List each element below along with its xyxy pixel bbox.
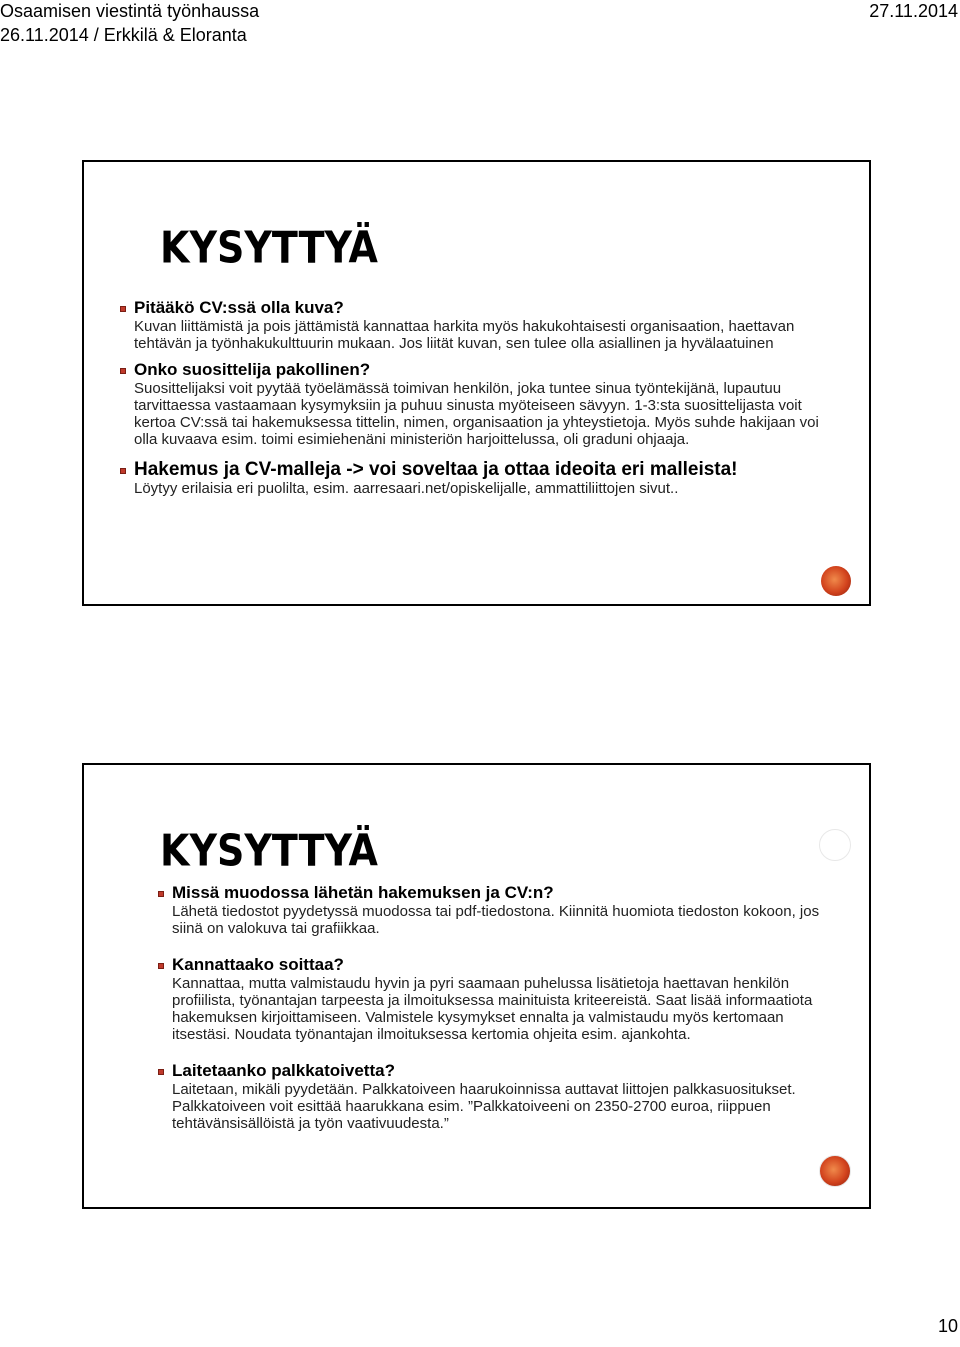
bullet-question: Hakemus ja CV-malleja -> voi soveltaa ja ottaa ideoita eri malleista! xyxy=(134,459,738,480)
bullet-icon xyxy=(158,963,164,969)
bullet-question: Pitääkö CV:ssä olla kuva? xyxy=(134,298,344,317)
bullet-icon xyxy=(158,1069,164,1075)
bullet-question: Missä muodossa lähetän hakemuksen ja CV:n? xyxy=(172,883,554,902)
bullet-text: Suosittelijaksi voit pyytää työelämässä toimivan henkilön, joka tuntee sinua työntekijänä, lupautuu tarvittaessa vastaamaan kysymyksiin ja puhuu sinusta myöteiseen sävyyn. 1-3:sta suosittelijasta voit kertoa CV:ssä tai hakemuksessa tittelin, nimen, organisaation ja yhteystietoja. Myös suhde hakijaan voi olla kuvaava esim. toimi esimiehenäni ministeriön harjoittelussa, oli graduni ohjaaja. xyxy=(134,380,819,448)
list-item xyxy=(120,298,829,352)
watermark-logo-icon xyxy=(819,829,851,861)
list-item xyxy=(158,1061,829,1132)
list-item xyxy=(120,360,829,448)
list-item xyxy=(158,883,829,937)
bullet-icon xyxy=(158,891,164,897)
bullet-text: Laitetaan, mikäli pyydetään. Palkkatoiveen haarukoinnissa auttavat liittojen palkkasuositukset. Palkkatoiveen voit esittää haarukkana esim. ”Palkkatoiveeni on 2350-2700 euroa, riippuen tehtävänsisällöistä ja työn vaativuudesta.” xyxy=(172,1081,796,1132)
logo-icon xyxy=(821,566,851,596)
slide-2 xyxy=(82,763,871,1209)
bullet-text: Kannattaa, mutta valmistaudu hyvin ja pyri saamaan puhelussa lisätietoja haettavan henkilön profiilista, työnantajan tarpeesta ja ilmoituksessa mainituista kriteereistä. Saat lisää informaatiota hakemuksen kirjoittamiseen. Valmistele kysymykset ennalta ja valmistaudu myös kertomaan itsestäsi. Noudata työnantajan ilmoituksessa kertomia ohjeita esim. ajankohta. xyxy=(172,975,813,1043)
bullet-text: Löytyy erilaisia eri puolilta, esim. aarresaari.net/opiskelijalle, ammattiliittojen sivut.. xyxy=(134,480,679,497)
bullet-question: Laitetaanko palkkatoivetta? xyxy=(172,1061,395,1080)
watermark-logo-icon xyxy=(819,1155,851,1187)
bullet-text: Kuvan liittämistä ja pois jättämistä kannattaa harkita myös hakukohtaisesti organisaation, haettavan tehtävän ja työnhakukulttuurin mukaan. Jos liität kuvan, sen tulee olla asiallinen ja hyvälaatuinen xyxy=(134,318,795,352)
document-date: 27.11.2014 xyxy=(869,1,958,21)
bullet-icon xyxy=(120,468,126,474)
slide-title: KYSYTTYÄ xyxy=(160,222,378,273)
slide-1 xyxy=(82,160,871,606)
page-number: 10 xyxy=(937,1316,958,1336)
slide-title: KYSYTTYÄ xyxy=(160,825,378,876)
bullet-icon xyxy=(120,368,126,374)
bullet-question: Kannattaako soittaa? xyxy=(172,955,344,974)
list-item xyxy=(158,955,829,1043)
list-item xyxy=(120,460,829,497)
bullet-text: Lähetä tiedostot pyydetyssä muodossa tai pdf-tiedostona. Kiinnitä huomiota tiedoston kokoon, jos siinä on valokuva tai grafiikkaa. xyxy=(172,903,820,937)
document-subtitle: 26.11.2014 / Erkkilä & Eloranta xyxy=(0,25,247,45)
bullet-list xyxy=(120,298,829,497)
bullet-list xyxy=(158,883,829,1132)
document-title: Osaamisen viestintä työnhaussa xyxy=(0,1,260,21)
bullet-question: Onko suosittelija pakollinen? xyxy=(134,360,371,379)
bullet-icon xyxy=(120,306,126,312)
